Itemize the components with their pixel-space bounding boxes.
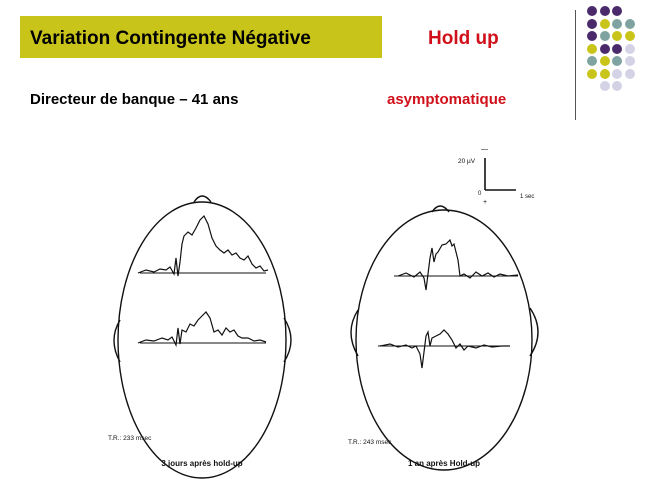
scale-minus-label: —: [481, 146, 488, 153]
left-caption: 3 jours après hold-up: [161, 459, 243, 468]
decorative-dot: [587, 69, 597, 79]
right-head-outline: [356, 210, 532, 470]
decorative-dot: [625, 44, 635, 54]
left-reaction-time: T.R.: 233 msec: [108, 435, 152, 442]
decorative-dot-grid: [587, 6, 647, 106]
decorative-dot: [587, 6, 597, 16]
decorative-dot: [600, 44, 610, 54]
decorative-dot: [625, 31, 635, 41]
scale-time-label: 1 sec: [520, 194, 535, 200]
right-vcn-trace-bottom: [380, 330, 510, 368]
right-head: [348, 206, 538, 470]
decorative-dot: [600, 56, 610, 66]
vcn-head-figure: [98, 140, 550, 482]
decorative-dot: [600, 69, 610, 79]
decorative-dot: [612, 69, 622, 79]
decorative-dot: [587, 19, 597, 29]
decorative-dot: [587, 44, 597, 54]
left-head: [108, 196, 291, 478]
scale-bar: [458, 146, 534, 206]
scale-amplitude-label: 20 µV: [458, 158, 476, 165]
decorative-dot: [612, 6, 622, 16]
decorative-dot: [625, 69, 635, 79]
left-vcn-trace-bottom: [138, 312, 266, 345]
decorative-dot: [612, 44, 622, 54]
left-head-nose: [194, 196, 211, 202]
right-vcn-trace-top: [398, 240, 518, 290]
decorative-dot: [600, 6, 610, 16]
decorative-dot: [625, 19, 635, 29]
decorative-dot: [600, 81, 610, 91]
decorative-dot: [612, 81, 622, 91]
title-banner: [20, 16, 382, 58]
scale-plus-label: +: [483, 199, 488, 206]
decorative-dot: [612, 31, 622, 41]
subject-description: Directeur de banque – 41 ans: [30, 91, 239, 108]
decorative-dot: [587, 31, 597, 41]
decorative-dot: [587, 56, 597, 66]
slide-title: Variation Contingente Négative: [30, 28, 311, 49]
right-reaction-time: T.R.: 243 msec: [348, 439, 392, 446]
scale-zero-label: 0: [478, 191, 482, 197]
status-label: asymptomatique: [387, 91, 507, 108]
divider-line: [575, 10, 576, 120]
decorative-dot: [600, 31, 610, 41]
decorative-dot: [612, 56, 622, 66]
right-caption: 1 an après Hold-up: [407, 459, 481, 468]
decorative-dot: [612, 19, 622, 29]
decorative-dot: [625, 56, 635, 66]
decorative-dot: [600, 19, 610, 29]
topic-label: Hold up: [428, 28, 499, 49]
